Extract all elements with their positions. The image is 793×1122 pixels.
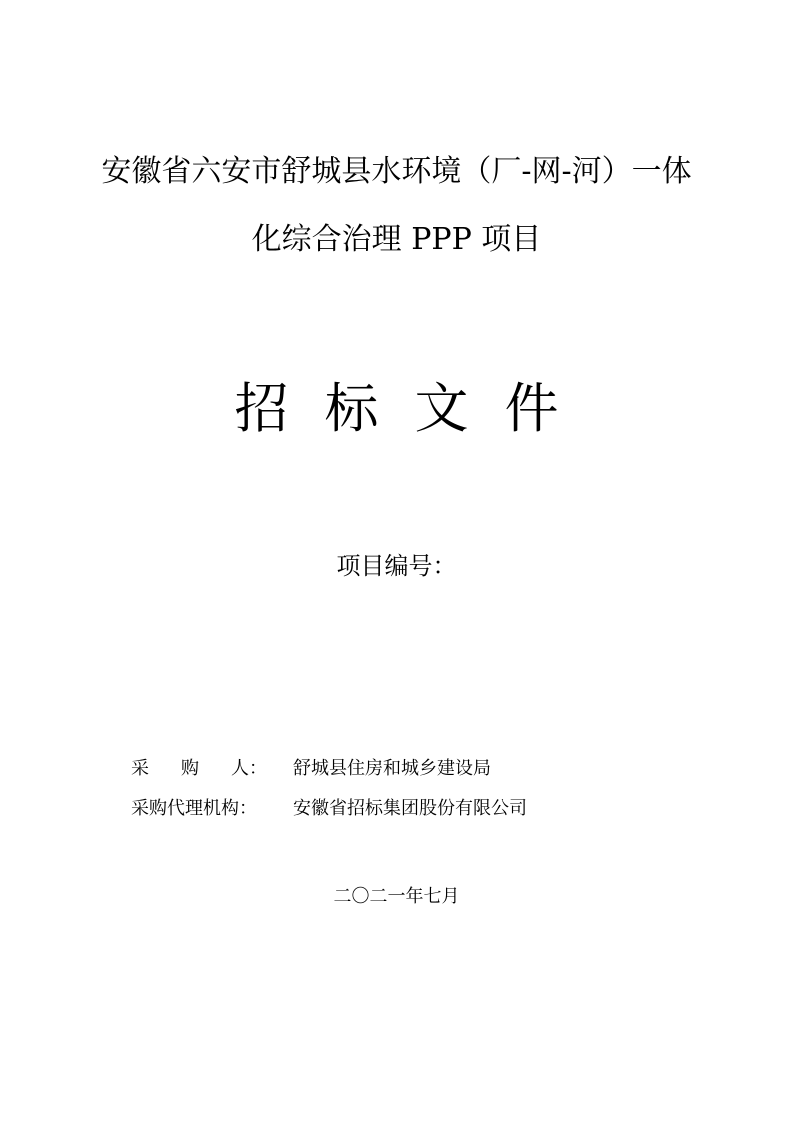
- document-type-heading: [0, 377, 793, 441]
- document-type-char: 文: [414, 377, 469, 440]
- purchaser-value: 舒城县住房和城乡建设局: [293, 758, 491, 779]
- agency-value: 安徽省招标集团股份有限公司: [293, 798, 527, 819]
- purchaser-label-char: 购: [181, 758, 199, 779]
- purchaser-label-char: 人：: [231, 758, 267, 779]
- document-type-char: 件: [504, 377, 559, 440]
- document-type-char: 招: [234, 377, 289, 440]
- agency-row: [131, 796, 527, 822]
- project-title-line-2: 化综合治理 PPP 项目: [251, 222, 542, 257]
- agency-label: 采购代理机构：: [131, 798, 257, 819]
- purchaser-label-char: 采: [131, 758, 149, 779]
- project-title-line-1: 安徽省六安市舒城县水环境（厂-网-河）一体: [101, 154, 692, 189]
- document-type-char: 标: [324, 377, 379, 440]
- document-date: 二〇二一年七月: [333, 886, 460, 907]
- project-number-label: 项目编号：: [336, 552, 457, 580]
- purchaser-label: [131, 756, 267, 782]
- purchaser-row: [131, 756, 491, 782]
